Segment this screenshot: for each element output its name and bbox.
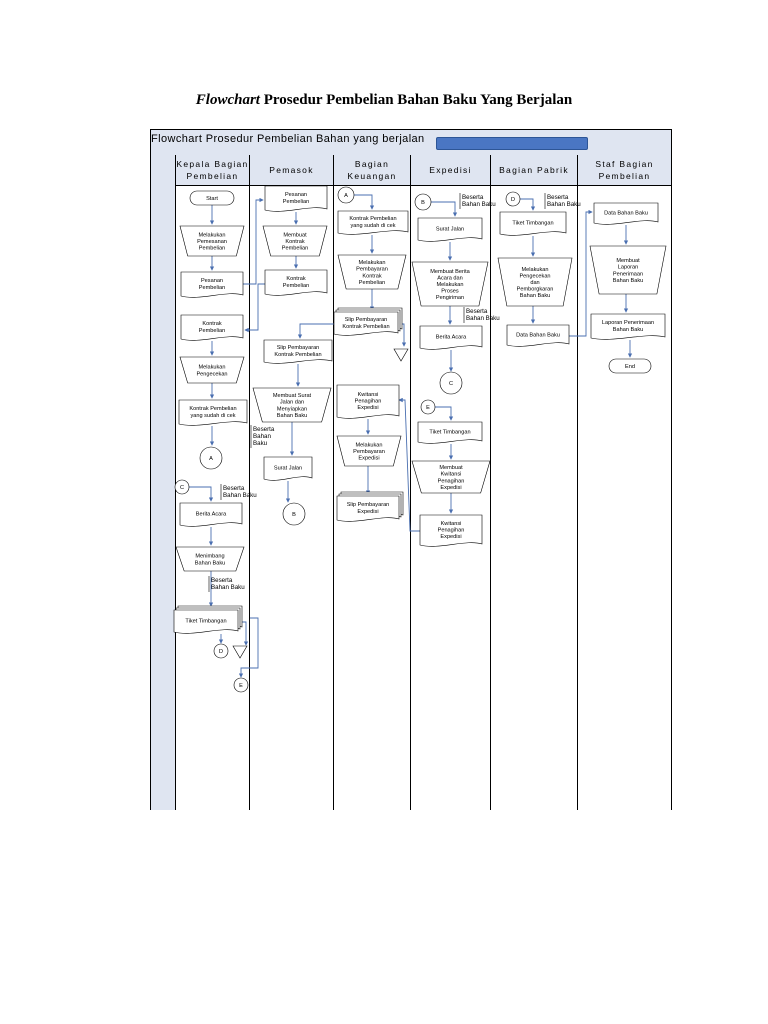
node-label: Kontrak: [286, 276, 306, 283]
node-sb-end: [609, 359, 651, 373]
node-kb-connector-e: [234, 678, 248, 692]
node-label: Bahan Baku: [612, 326, 644, 333]
node-label: Slip Pembayaran: [276, 345, 320, 352]
node-ex-tiket: [418, 422, 482, 443]
node-label: Pengecekan: [196, 371, 228, 378]
node-bp-melakukan: [498, 258, 572, 306]
node-label: Tiket Timbangan: [429, 429, 471, 436]
node-pm-membuat-surat: [253, 388, 331, 422]
flow-arrow: [243, 200, 263, 284]
node-label: Pengecekan: [519, 273, 551, 280]
annotation-text: Beserta: [547, 194, 569, 201]
node-label: Jalan dan: [279, 399, 305, 406]
node-ex-connector-b: [415, 194, 431, 210]
node-label: Pembelian: [198, 284, 226, 291]
node-pm-connector-b: [283, 503, 305, 525]
node-label: Penerimaan: [612, 271, 644, 278]
flow-arrow: [520, 199, 533, 210]
annotation-text: Bahan Baku: [211, 584, 245, 591]
node-kb-berita-acara: [180, 503, 242, 526]
node-ex-connector-c: [440, 372, 462, 394]
node-label: C: [179, 485, 185, 491]
node-label: Berita Acara: [435, 334, 467, 341]
node-label: Kontrak: [202, 321, 222, 328]
node-ex-connector-e: [421, 400, 435, 414]
node-bp-tiket: [500, 212, 566, 235]
node-label: B: [292, 512, 296, 518]
node-label: Menyiapkan: [276, 406, 308, 413]
node-label: Expedisi: [440, 534, 462, 541]
node-kb-connector-c: [175, 480, 189, 494]
annotation-text: Baku: [253, 440, 268, 447]
node-kb-kontrak-pembelian: [181, 315, 243, 340]
node-label: Pembelian: [198, 245, 226, 252]
node-label: Pembayaran: [356, 266, 388, 273]
node-label: Bahan Baku: [276, 412, 308, 419]
node-label: yang sudah di cek: [190, 412, 236, 419]
node-label: Expedisi: [357, 508, 379, 515]
annotation-text: Bahan Baku: [466, 315, 500, 322]
node-label: Laporan: [617, 264, 639, 271]
node-label: Pesanan: [284, 192, 308, 199]
annotation-text: Bahan Baku: [223, 492, 257, 499]
annotation-text: Beserta: [223, 485, 245, 492]
node-label: Pembelian: [198, 327, 226, 334]
node-label: dan: [530, 280, 540, 286]
node-label: Surat Jalan: [273, 465, 303, 472]
node-label: Membuat Surat: [272, 393, 312, 400]
node-label: Melakukan: [355, 442, 383, 449]
node-label: E: [239, 683, 243, 689]
node-label: Kontrak: [362, 273, 382, 280]
node-pm-kontrak: [265, 270, 327, 295]
node-pm-slip: [264, 340, 332, 363]
annotation-text: Beserta: [211, 577, 233, 584]
offline-storage-shape: [233, 646, 247, 658]
node-label: Pengiriman: [435, 295, 465, 302]
node-ex-berita-acara: [420, 326, 482, 349]
node-label: Bahan Baku: [519, 293, 551, 300]
node-label: Kwitansi: [357, 391, 379, 398]
node-ex-kwitansi: [420, 515, 482, 546]
node-label: Membuat: [439, 465, 463, 472]
node-label: Kontrak Pembelian: [274, 351, 322, 358]
node-label: Kontrak Pembelian: [189, 406, 237, 413]
node-label: A: [344, 193, 348, 199]
node-bk-storage: [394, 349, 408, 361]
flow-arrow: [435, 407, 451, 420]
node-label: Data Bahan Baku: [604, 210, 648, 217]
node-label: Penagihan: [437, 527, 465, 534]
node-bk-kwitansi: [337, 385, 399, 418]
node-bp-data: [507, 325, 569, 346]
node-kb-kontrak-cek: [179, 400, 247, 425]
note-kb-beserta-2: [209, 576, 245, 592]
node-label: Kontrak: [285, 239, 305, 245]
node-label: Kwitansi: [440, 471, 462, 478]
lane-label: Pembelian: [186, 171, 239, 181]
node-pm-surat-jalan: [264, 457, 312, 480]
node-sb-laporan: [591, 314, 665, 339]
page-title-italic: Flowchart: [195, 92, 260, 108]
node-label: Membuat: [283, 232, 307, 239]
node-label: C: [448, 381, 454, 387]
node-label: Data Bahan Baku: [516, 332, 560, 339]
node-label: D: [510, 197, 516, 203]
node-kb-melakukan-pemesanan: [180, 226, 244, 256]
flow-arrow: [354, 195, 372, 209]
flow-arrow: [569, 212, 592, 336]
annotation-text: Beserta: [466, 308, 488, 315]
annotation-text: Beserta: [253, 426, 275, 433]
node-label: B: [421, 200, 425, 206]
node-kb-storage: [233, 646, 247, 658]
note-pm-beserta: [251, 425, 275, 448]
node-label: Melakukan: [521, 266, 549, 273]
node-pm-pesanan: [265, 186, 327, 211]
annotation-text: Bahan Baku: [462, 201, 496, 208]
offline-storage-shape: [394, 349, 408, 361]
node-label: Start: [206, 196, 218, 202]
node-pm-membuat-kontrak: [263, 226, 327, 256]
node-label: Pembelian: [282, 198, 310, 205]
lane-label: Bagian: [354, 159, 390, 169]
node-label: Surat Jalan: [435, 226, 465, 233]
node-label: Pembelian: [281, 245, 309, 252]
node-sb-data: [594, 203, 658, 224]
page-title-rest: Prosedur Pembelian Bahan Baku Yang Berjalan: [259, 92, 573, 108]
node-kb-pesanan-pembelian: [181, 272, 243, 297]
node-label: Tiket Timbangan: [185, 618, 227, 625]
node-kb-connector-d: [214, 644, 228, 658]
node-label: Kwitansi: [440, 520, 462, 527]
lane-label: Pembelian: [598, 171, 651, 181]
node-label: Penagihan: [354, 398, 382, 405]
note-ex-beserta-2: [464, 307, 500, 323]
node-ex-membuat-berita: [412, 262, 488, 306]
node-kb-tiket: [174, 606, 242, 633]
flow-arrow: [245, 284, 265, 330]
node-label: Kontrak Pembelian: [342, 323, 390, 330]
flow-arrow: [300, 324, 334, 338]
flow-arrow: [431, 202, 455, 216]
node-label: yang sudah di cek: [350, 222, 396, 229]
node-label: Tiket Timbangan: [512, 220, 554, 227]
node-label: Melakukan: [198, 364, 226, 371]
annotation-text: Beserta: [462, 194, 484, 201]
node-label: Expedisi: [358, 455, 380, 462]
node-label: Menimbang: [195, 553, 225, 560]
node-label: Slip Pembayaran: [344, 317, 388, 324]
node-label: Pembelian: [282, 282, 310, 289]
node-start: [190, 191, 234, 205]
node-label: Pemborgkaran: [516, 286, 554, 293]
node-label: Expedisi: [440, 484, 462, 491]
node-kb-connector-a: [200, 447, 222, 469]
node-ex-membuat-kwitansi: [412, 461, 490, 493]
node-label: A: [209, 456, 213, 462]
node-label: Acara dan: [437, 275, 463, 282]
node-label: Kontrak Pembelian: [349, 216, 397, 223]
node-label: Pembayaran: [353, 449, 385, 455]
node-label: E: [426, 405, 430, 411]
node-bk-kontrak-cek: [338, 211, 408, 234]
node-bk-melakukan-bayar-exp: [337, 436, 401, 466]
node-label: Proses: [441, 288, 459, 295]
lane-label: Kepala Bagian: [176, 159, 249, 169]
node-bp-connector-d: [506, 192, 520, 206]
lane-label: Pemasok: [269, 165, 314, 175]
node-label: End: [625, 364, 635, 370]
node-label: Bahan Baku: [612, 277, 644, 284]
node-label: Pesanan: [200, 278, 224, 285]
node-ex-surat-jalan: [418, 218, 482, 241]
node-label: Slip Pembayaran: [346, 502, 390, 509]
node-label: Laporan Penerimaan: [601, 320, 655, 327]
note-bp-beserta: [545, 193, 581, 209]
flow-arrow: [189, 487, 211, 501]
node-kb-menimbang: [176, 547, 244, 571]
annotation-text: Bahan: [253, 433, 271, 440]
node-label: D: [218, 649, 224, 655]
node-label: Melakukan: [436, 282, 464, 288]
node-bk-connector-a: [338, 187, 354, 203]
node-label: Pemesanan: [197, 239, 227, 245]
node-sb-membuat-laporan: [590, 246, 666, 294]
node-bk-slip-exp: [337, 492, 403, 521]
note-ex-beserta: [460, 193, 496, 209]
node-bk-melakukan-bayar: [338, 255, 406, 289]
lane-label: Staf Bagian: [595, 159, 654, 169]
node-label: Berita Acara: [195, 511, 227, 518]
node-label: Expedisi: [357, 405, 379, 412]
node-label: Penagihan: [437, 478, 465, 485]
lane-label: Keuangan: [347, 171, 397, 181]
node-kb-melakukan-pengecekan: [180, 357, 244, 383]
node-label: Pembelian: [358, 279, 386, 286]
node-bk-slip: [334, 308, 402, 335]
node-label: Membuat Berita: [430, 268, 470, 275]
flowchart-title: Flowchart Prosedur Pembelian Bahan yang berjalan: [151, 133, 425, 145]
lane-label: Bagian Pabrik: [499, 165, 569, 175]
node-label: Melakukan: [358, 260, 386, 267]
lane-label: Expedisi: [429, 165, 472, 175]
annotation-text: Bahan Baku: [547, 201, 581, 208]
node-label: Membuat: [616, 258, 640, 265]
node-label: Melakukan: [198, 232, 226, 239]
node-label: Bahan Baku: [194, 560, 226, 567]
note-kb-beserta-1: [221, 484, 257, 500]
